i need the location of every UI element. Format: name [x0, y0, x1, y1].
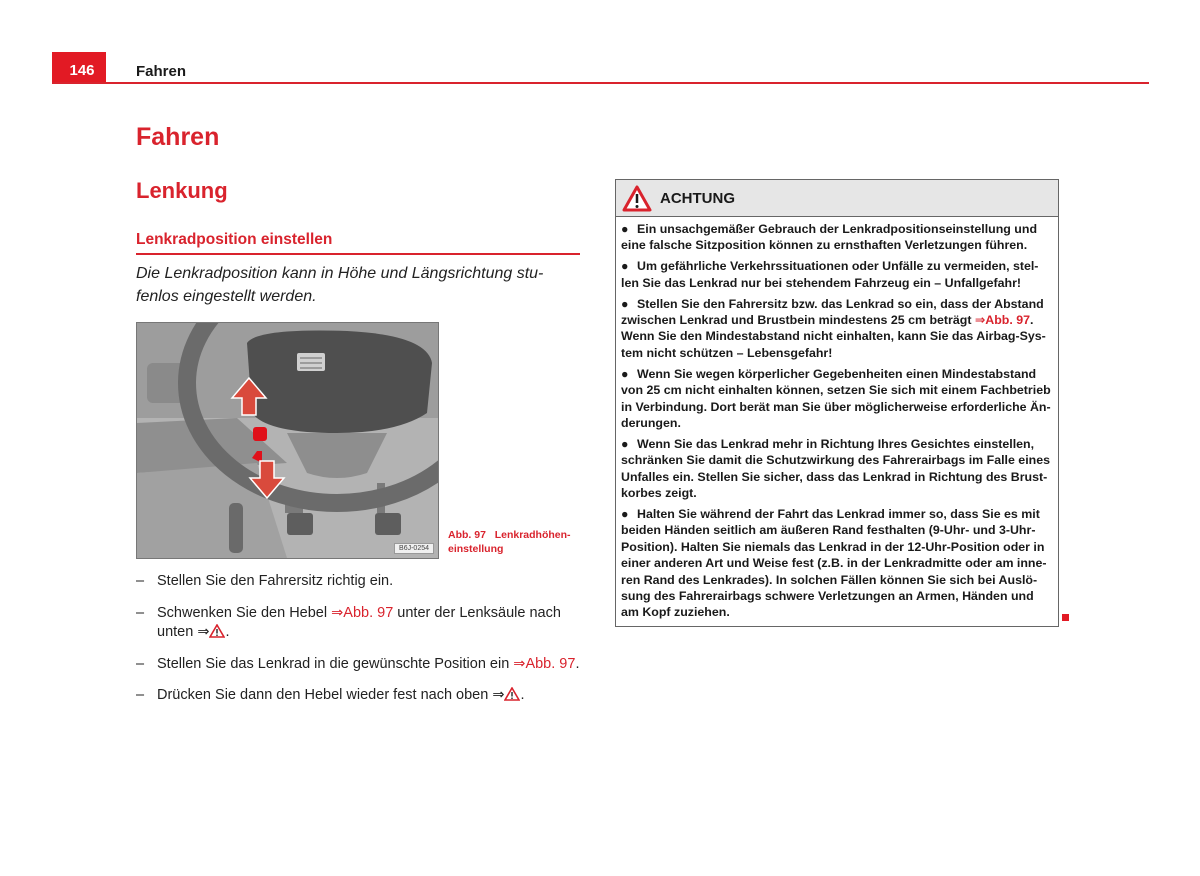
figure-reference-link[interactable]: ⇒Abb. 97	[513, 655, 576, 672]
warning-item	[621, 221, 1053, 254]
figure-caption-text: Lenkradhöhen-einstellung	[448, 529, 571, 555]
intro-text: Die Lenkradposition kann in Höhe und Längsrichtung stu-fenlos eingestellt werden.	[136, 265, 544, 305]
steering-wheel-illustration	[137, 323, 438, 558]
figure-reference-link[interactable]: ⇒Abb. 97	[974, 313, 1031, 328]
step-dash: –	[136, 655, 145, 672]
figure-steering-wheel	[136, 322, 439, 559]
warning-item-text: Ein unsachgemäßer Gebrauch der Lenkradpositionseinstellung und eine falsche Sitzposition können zu ernsthaften Verletzungen führen.	[621, 222, 1038, 253]
warning-title: ACHTUNG	[660, 189, 735, 207]
running-header-title: Fahren	[136, 63, 187, 80]
warning-item-text-after: . Wenn Sie den Mindestabstand nicht einhalten, kann Sie das Airbag-Sys-tem nicht schützen – Lebensgefahr!	[621, 313, 1046, 360]
warning-item-text: Wenn Sie das Lenkrad mehr in Richtung Ihres Gesichtes einstellen, schränken Sie damit die Schutzwirkung des Fahrerairbags im Falle eines Unfalles ein. Stellen Sie sicher, dass das Lenkrad in Richtung des Brust-korbes zeigt.	[621, 436, 1050, 501]
step-item	[136, 572, 586, 592]
page-number: 146	[69, 62, 95, 79]
warning-item	[621, 436, 1053, 502]
step-item: – Drücken Sie dann den Hebel wieder fest nach oben ⇒ .	[136, 686, 586, 706]
section-title: Lenkung	[136, 178, 228, 203]
warning-item-text: Um gefährliche Verkehrssituationen oder Unfälle zu vermeiden, stel-len Sie das Lenkrad nur bei stehendem Fahrzeug ein – Unfallgefahr!	[621, 259, 1039, 290]
subsection-title: Lenkradposition einstellen	[136, 231, 333, 248]
warning-triangle-icon	[622, 185, 652, 212]
warning-body	[616, 217, 1058, 621]
figure-caption	[448, 528, 583, 556]
warning-item-text: Stellen Sie den Fahrersitz bzw. das Lenkrad so ein, dass der Abstand zwischen Lenkrad und Brustbein mindestens 25 cm beträgt	[621, 296, 1044, 328]
step-dash: –	[136, 573, 145, 589]
warning-item-text: Halten Sie während der Fahrt das Lenkrad immer so, dass Sie es mit beiden Händen seitlich am äußeren Rand festhalten (9-Uhr- und 3-Uhr-Position). Halten Sie niemals das Lenkrad in der 12-Uhr-Position oder in einer anderen Art und Weise fest (z.B. in der Lenkradmitte oder am inne-ren Rand des Lenkrades). In solchen Fällen können Sie sich bei Auslö-sung des Fahrerairbags schwere Verletzungen an Armen, Händen und am Kopf zuziehen.	[621, 507, 1047, 620]
step-text: Stellen Sie das Lenkrad in die gewünschte Position ein	[157, 655, 514, 672]
figure-reference-link[interactable]: ⇒Abb. 97	[331, 604, 394, 621]
warning-item	[621, 506, 1053, 621]
bullet: ●	[621, 222, 629, 236]
step-text-after: unter der Lenksäule nach unten ⇒	[157, 604, 561, 640]
bullet: ●	[621, 259, 629, 274]
figure-caption-number: Abb. 97	[448, 529, 486, 541]
step-text: Schwenken Sie den Hebel	[157, 604, 332, 621]
section-end-marker	[1062, 614, 1069, 621]
step-dash: –	[136, 687, 145, 703]
warning-item	[621, 366, 1053, 432]
bullet: ●	[621, 507, 629, 521]
page-number-box	[52, 52, 106, 84]
header-rule	[52, 82, 1149, 84]
bullet: ●	[621, 296, 629, 311]
subsection-rule	[136, 253, 580, 255]
warning-item	[621, 296, 1053, 362]
chapter-title: Fahren	[136, 123, 220, 151]
figure-code: B6J-0254	[394, 543, 434, 554]
bullet: ●	[621, 436, 629, 451]
warning-box	[615, 179, 1059, 627]
step-item: – Schwenken Sie den Hebel ⇒Abb. 97 unter der Lenksäule nach unten ⇒ .	[136, 604, 561, 640]
warning-triangle-icon[interactable]	[209, 624, 225, 638]
step-dash: –	[136, 604, 145, 621]
warning-item	[621, 258, 1053, 291]
step-text: Stellen Sie den Fahrersitz richtig ein.	[157, 573, 394, 589]
bullet: ●	[621, 366, 629, 381]
step-item: – Stellen Sie das Lenkrad in die gewünschte Position ein ⇒Abb. 97.	[136, 655, 586, 675]
step-text: Drücken Sie dann den Hebel wieder fest nach oben ⇒	[157, 687, 505, 703]
warning-header	[616, 180, 1058, 217]
warning-triangle-icon[interactable]	[504, 687, 520, 701]
warning-item-text: Wenn Sie wegen körperlicher Gegebenheiten einen Mindestabstand von 25 cm nicht einhalten können, setzen Sie sich mit einem Fachbetrieb in Verbindung. Dort berät man Sie über möglicherweise erforderliche Än-derungen.	[621, 366, 1051, 430]
instruction-steps	[136, 572, 586, 718]
